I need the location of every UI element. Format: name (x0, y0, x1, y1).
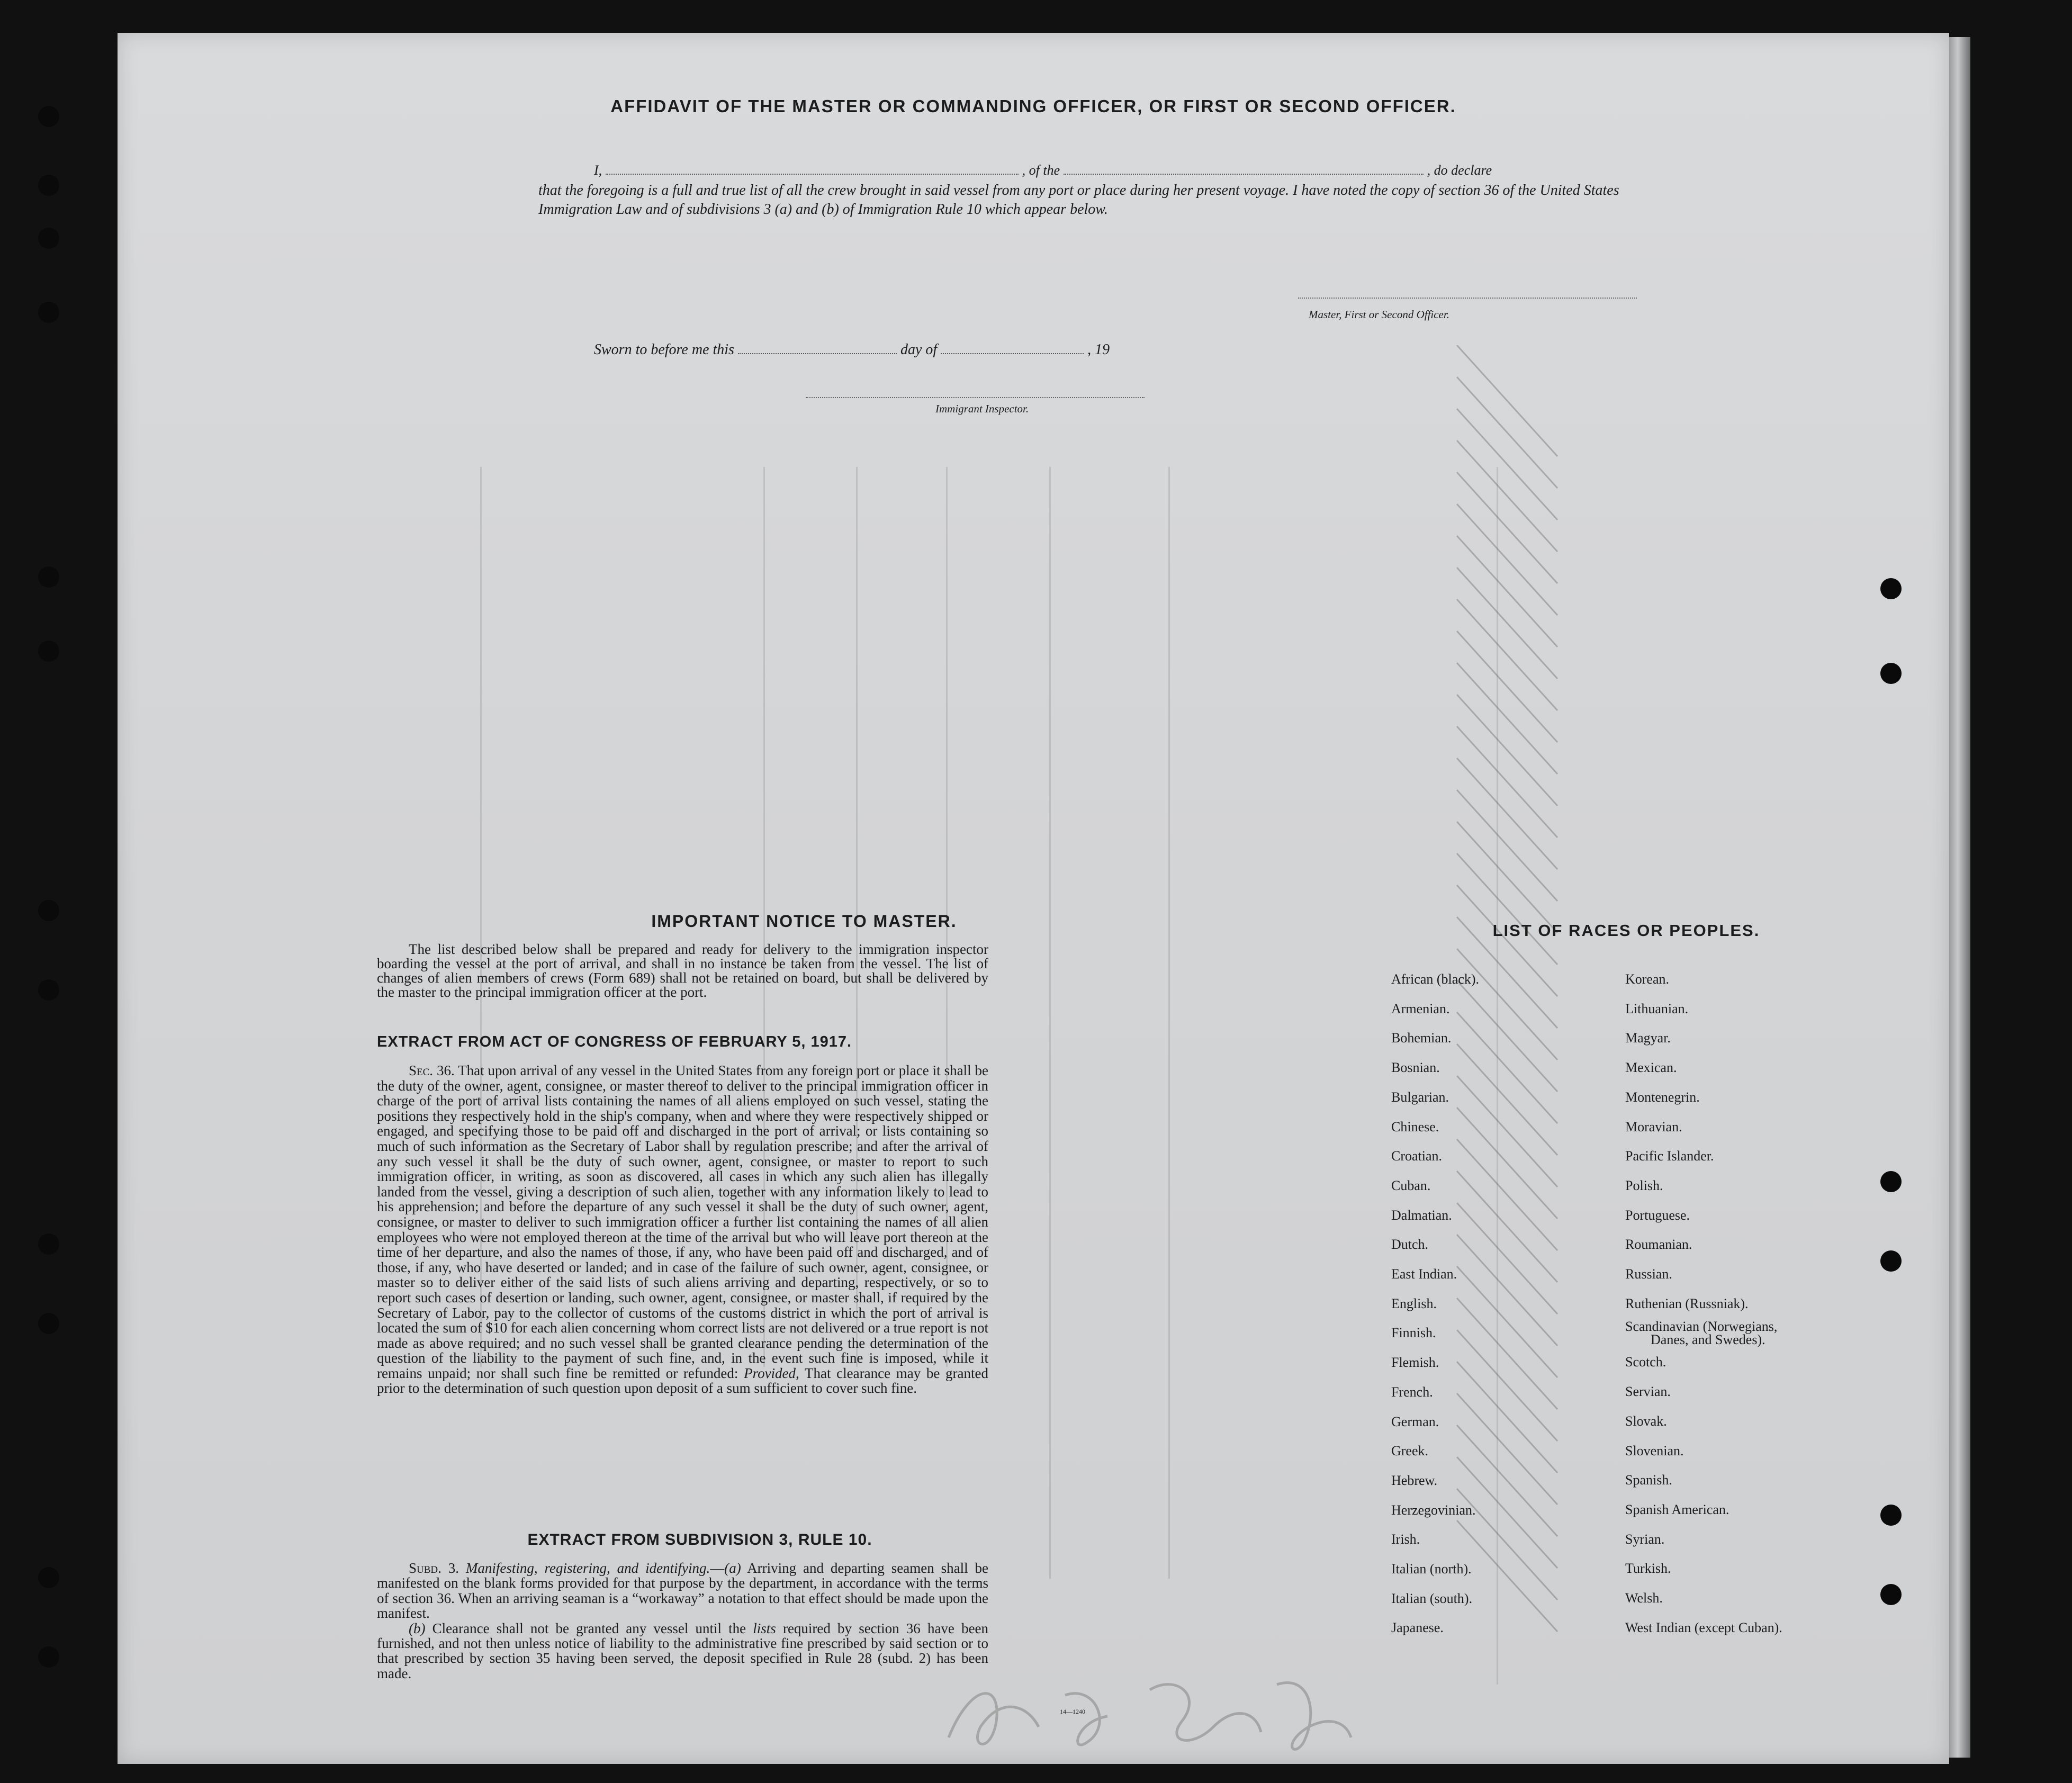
sworn-to-label: Sworn to before me this (594, 341, 734, 358)
punch-hole (1880, 1250, 1902, 1272)
vessel-name-field[interactable] (1064, 174, 1424, 175)
race-item: Polish. (1625, 1177, 1663, 1193)
race-item: Spanish. (1625, 1472, 1672, 1488)
race-item: Bohemian. (1391, 1030, 1452, 1046)
race-item: Italian (north). (1391, 1561, 1472, 1577)
officer-signature-line[interactable] (1298, 298, 1637, 299)
affidavit-body: that the foregoing is a full and true list of all the crew brought in said vessel from any port or place during her present voyage. I have noted the copy of section 36 of the United States Immigration Law and of subdivisions 3 (a) and (b) of Immigration Rule 10 which appear below. (538, 182, 1619, 218)
clause-b-label: (b) (409, 1620, 426, 1636)
subdivision-3-text: Subd. 3. Manifesting, registering, and identifying.—(a) Arriving and departing seamen shall be manifested on the blank forms provided for that purpose by the department, in accordance with the terms of section 36. When an arriving seaman is a “workaway” a notation to that effect should be made upon the manifest. (b) Clearance shall not be granted any vessel until the lists required by section 36 have been furnished, and not then unless notice of liability to the administrative fine prescribed by said section or to that prescribed by section 35 having been served, the deposit specified in Rule 28 (subd. 2) has been made. (377, 1560, 989, 1681)
binding-hole (38, 228, 59, 249)
i-label: I, (594, 163, 602, 178)
race-item: Cuban. (1391, 1177, 1431, 1193)
race-item: Roumanian. (1625, 1237, 1692, 1253)
punch-hole (1880, 1171, 1902, 1192)
race-item: Lithuanian. (1625, 1001, 1689, 1016)
binding-hole (38, 566, 59, 588)
do-declare-label: , do declare (1427, 163, 1492, 178)
notice-title: IMPORTANT NOTICE TO MASTER. (651, 912, 957, 931)
section-body: That upon arrival of any vessel in the United States from any foreign port or place it shall be the duty of the owner, agent, consignee, or master thereof to deliver to the principal immigration officer in charge of the port of arrival lists containing the names of all aliens employed on such vessel, stating the positions they respectively hold in the ship's company, when and where they were respectively shipped or engaged, and specifying those to be paid off and discharged in the port of arrival; or lists containing so much of such information as the Secretary of Labor shall by regulation prescribe; and after the arrival of any such vessel it shall be the duty of such owner, agent, consignee, or master to report to such immigration officer, in writing, as soon as discovered, all cases in which any such alien has illegally landed from the vessel, giving a description of such alien, together with any information likely to lead to his apprehension; and before the departure of any such vessel it shall be the duty of such owner, agent, consignee, or master to deliver to such immigration officer a further list containing the names of all alien employees who were not employed thereon at the time of the arrival but who will leave port thereon at the time of her departure, and also the names of those, if any, who have been paid off and discharged, and of those, if any, who have deserted or landed; and in case of the failure of such owner, agent, consignee, or master so to deliver either of the said lists of such aliens arriving and departing, respectively, or so to report such cases of desertion or landing, such owner, agent, consignee, or master shall, if required by the Secretary of Labor, pay to the collector of customs of the customs district in which the port of arrival is located the sum of $10 for each alien concerning whom correct lists are not delivered or a true report is not made as above required; and no such vessel shall be granted clearance pending the determination of the question of the liability to the payment of such fine, and, in the event such fine is imposed, while it remains unpaid; nor shall such fine be remitted or refunded: (377, 1062, 988, 1381)
race-item-scandinavian (1625, 1318, 1890, 1347)
binding-hole (38, 1567, 59, 1588)
subd-label: Subd. 3. (409, 1560, 460, 1576)
race-item: Hebrew. (1391, 1472, 1438, 1488)
page-stack-edge (1949, 37, 1970, 1758)
race-item: East Indian. (1391, 1266, 1457, 1282)
punch-hole (1880, 578, 1902, 599)
signature-label: Master, First or Second Officer. (1309, 308, 1449, 321)
race-item: Turkish. (1625, 1561, 1671, 1577)
clause-a-text: Arriving and departing seamen shall be manifested on the blank forms provided for that purpose by the department, in accordance with the terms of section 36. When an arriving seaman is a “workaway” a notation to that effect should be made upon the manifest. (377, 1560, 988, 1622)
race-item: Slovak. (1625, 1413, 1667, 1429)
punch-hole (1880, 1584, 1902, 1605)
binding-hole (38, 1646, 59, 1668)
race-item: Croatian. (1391, 1148, 1443, 1164)
race-item: Bulgarian. (1391, 1089, 1449, 1105)
race-item: French. (1391, 1384, 1433, 1400)
bleed-through-rule (1168, 467, 1170, 1579)
race-item: Greek. (1391, 1443, 1429, 1459)
race-item: Scandinavian (Norwegians, (1625, 1319, 1778, 1335)
race-item: Montenegrin. (1625, 1089, 1700, 1105)
punch-hole (1880, 1505, 1902, 1526)
race-item: Finnish. (1391, 1325, 1436, 1341)
affidavit-declaration-line (594, 162, 1663, 178)
binding-hole (38, 979, 59, 1001)
sworn-day-field[interactable] (738, 353, 897, 354)
clause-b-text-1: Clearance shall not be granted any vessel until the (432, 1620, 746, 1636)
races-list-right (1625, 965, 1890, 1642)
bleed-through-rule (1049, 467, 1051, 1579)
document-page (118, 33, 1949, 1764)
day-of-label: day of (900, 341, 938, 358)
year-label: , 19 (1087, 341, 1110, 358)
sworn-statement (594, 341, 1110, 358)
extract-rule-title: EXTRACT FROM SUBDIVISION 3, RULE 10. (527, 1531, 872, 1548)
race-item: Korean. (1625, 971, 1670, 987)
binding-hole (38, 302, 59, 323)
race-item: Russian. (1625, 1266, 1672, 1282)
race-item: Welsh. (1625, 1590, 1663, 1606)
binding-hole (38, 1313, 59, 1334)
subd-heading: Manifesting, registering, and identifying. (465, 1560, 710, 1576)
race-item: Servian. (1625, 1384, 1671, 1400)
race-item: Mexican. (1625, 1060, 1677, 1076)
binding-hole (38, 641, 59, 662)
race-item: Japanese. (1391, 1620, 1444, 1636)
sworn-month-field[interactable] (941, 353, 1084, 354)
binding-hole (38, 106, 59, 127)
inspector-label: Immigrant Inspector. (935, 402, 1029, 415)
races-title: LIST OF RACES OR PEOPLES. (1492, 921, 1760, 940)
race-item: Slovenian. (1625, 1443, 1684, 1458)
race-item: African (black). (1391, 971, 1480, 987)
race-item: Irish. (1391, 1532, 1420, 1547)
binding-hole (38, 1233, 59, 1255)
race-item: Pacific Islander. (1625, 1148, 1714, 1164)
officer-name-field[interactable] (606, 174, 1019, 175)
notice-text: The list described below shall be prepared and ready for delivery to the immigration inspector boarding the vessel at the port of arrival, and shall in no instance be taken from the vessel. The list of changes of alien members of crews (Form 689) shall not be retained on board, but shall be delivered by the master to the principal immigration officer at the port. (377, 941, 988, 1000)
clause-b-lists: lists (753, 1620, 776, 1636)
binding-hole (38, 175, 59, 196)
section-36-text (377, 1063, 988, 1396)
race-item: Chinese. (1391, 1119, 1439, 1134)
race-item: English. (1391, 1295, 1437, 1311)
inspector-signature-line[interactable] (806, 397, 1145, 398)
race-item: Flemish. (1391, 1355, 1439, 1371)
affidavit-title: AFFIDAVIT OF THE MASTER OR COMMANDING OFFICER, OR FIRST OR SECOND OFFICER. (610, 96, 1456, 116)
section-label: Sec. 36. (409, 1062, 455, 1078)
race-item: Dutch. (1391, 1237, 1429, 1253)
punch-hole (1880, 663, 1902, 684)
of-the-label: , of the (1022, 163, 1060, 178)
races-list-left (1391, 965, 1603, 1643)
race-item: Magyar. (1625, 1030, 1671, 1046)
race-item: Dalmatian. (1391, 1207, 1452, 1223)
race-item: Scotch. (1625, 1354, 1666, 1370)
race-item: Herzegovinian. (1391, 1502, 1476, 1518)
race-item: Armenian. (1391, 1001, 1450, 1016)
section-body-end: That clearance may be granted prior to the determination of such question upon deposit of a sum sufficient to cover such fine. (377, 1365, 989, 1397)
race-item: Ruthenian (Russniak). (1625, 1295, 1749, 1311)
handwritten-signature (938, 1663, 1362, 1759)
race-item: Spanish American. (1625, 1501, 1729, 1517)
race-item: Syrian. (1625, 1531, 1665, 1547)
form-code: 14—1240 (1060, 1708, 1085, 1715)
race-item: West Indian (except Cuban). (1625, 1619, 1782, 1635)
race-item: Bosnian. (1391, 1060, 1440, 1076)
clause-a-label: (a) (724, 1560, 741, 1576)
extract-act-title: EXTRACT FROM ACT OF CONGRESS OF FEBRUARY 5, 1917. (377, 1033, 852, 1050)
clause-b-text-2: required by section 36 have been furnished, and not then unless notice of liability to the administrative fine prescribed by said section or to that prescribed by section 35 having been served, the deposit specified in Rule 28 (subd. 2) has been made. (377, 1620, 989, 1681)
race-item: Portuguese. (1625, 1207, 1690, 1223)
race-item: Italian (south). (1391, 1590, 1473, 1606)
race-item-continuation: Danes, and Swedes). (1651, 1332, 1765, 1348)
race-item: German. (1391, 1413, 1439, 1429)
binding-hole (38, 900, 59, 921)
race-item: Moravian. (1625, 1119, 1682, 1134)
provided-word: Provided, (744, 1365, 799, 1381)
